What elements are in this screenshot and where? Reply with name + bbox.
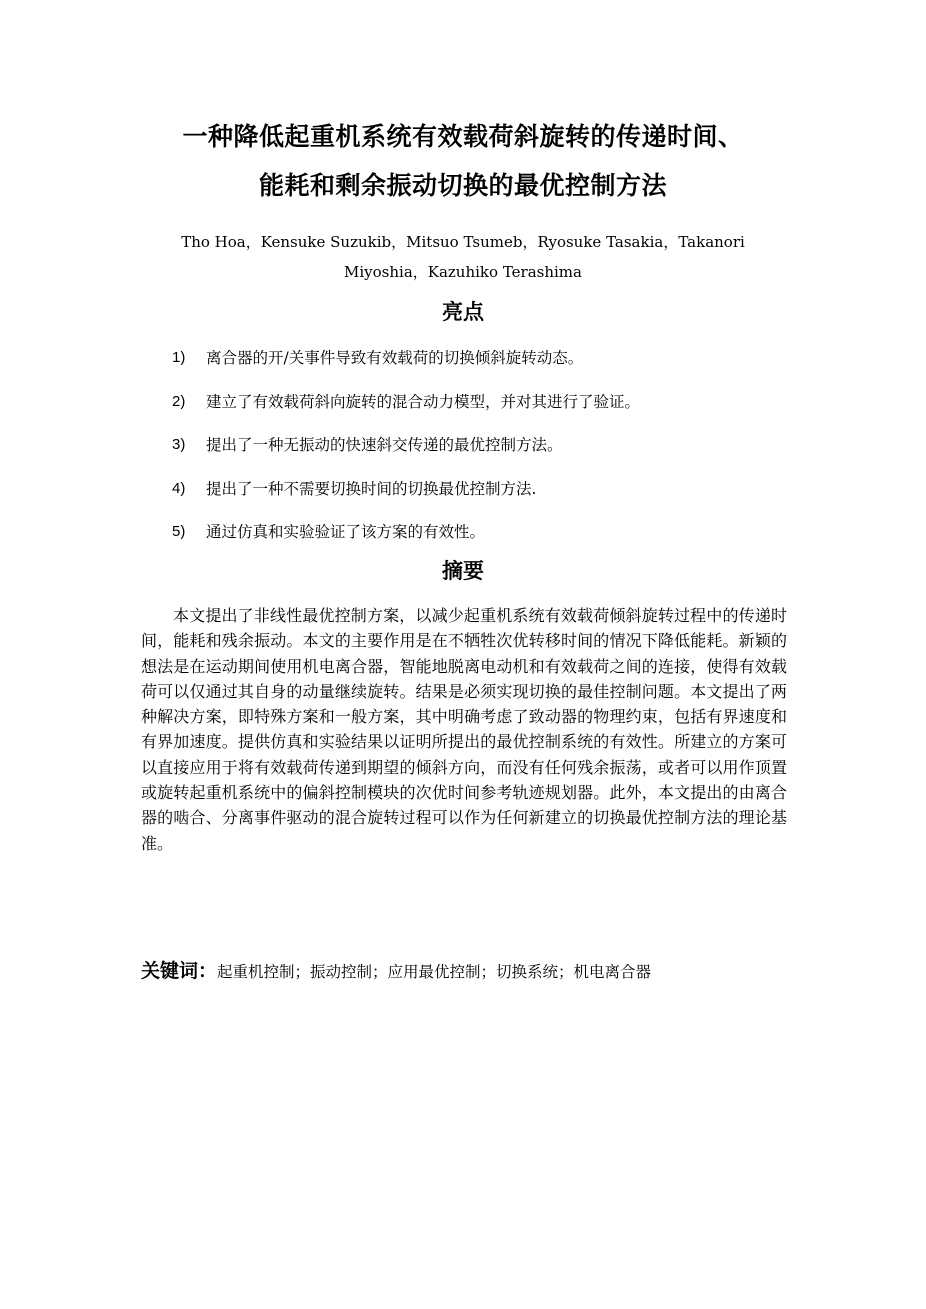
highlight-item — [172, 520, 792, 544]
author-list-line-1: Tho Hoa，Kensuke Suzukib，Mitsuo Tsumeb，Ryosuke Tasakia，Takanori — [181, 233, 745, 251]
highlight-text: 提出了一种不需要切换时间的切换最优控制方法. — [206, 480, 537, 498]
highlight-item — [172, 433, 792, 457]
highlight-number: 2) — [172, 393, 186, 410]
highlight-text: 通过仿真和实验验证了该方案的有效性。 — [206, 523, 486, 541]
highlight-text: 提出了一种无振动的快速斜交传递的最优控制方法。 — [206, 436, 563, 454]
highlights-heading: 亮点 — [442, 300, 484, 324]
highlight-item — [172, 477, 792, 501]
highlight-number: 3) — [172, 436, 186, 453]
highlight-number: 4) — [172, 480, 186, 497]
keywords-line — [141, 956, 821, 987]
keywords-text: 起重机控制；振动控制；应用最优控制；切换系统；机电离合器 — [217, 963, 652, 981]
author-list-line-2: Miyoshia，Kazuhiko Terashima — [344, 263, 582, 281]
highlight-text: 建立了有效载荷斜向旋转的混合动力模型，并对其进行了验证。 — [206, 393, 641, 411]
highlight-number: 1) — [172, 349, 186, 366]
abstract-heading: 摘要 — [442, 559, 484, 583]
highlight-item — [172, 346, 792, 370]
paper-title-line-1: 一种降低起重机系统有效载荷斜旋转的传递时间、 — [182, 122, 744, 151]
highlight-item — [172, 390, 792, 414]
paper-title-line-2: 能耗和剩余振动切换的最优控制方法 — [258, 171, 667, 200]
abstract-body: 本文提出了非线性最优控制方案，以减少起重机系统有效载荷倾斜旋转过程中的传递时间，能耗和残余振动。本文的主要作用是在不牺牲次优转移时间的情况下降低能耗。新颖的想法是在运动期间使用机电离合器，智能地脱离电动机和有效载荷之间的连接，使得有效载荷可以仅通过其自身的动量继续旋转。结果是必须实现切换的最佳控制问题。本文提出了两种解决方案，即特殊方案和一般方案，其中明确考虑了致动器的物理约束，包括有界速度和有界加速度。提供仿真和实验结果以证明所提出的最优控制系统的有效性。所建立的方案可以直接应用于将有效载荷传递到期望的倾斜方向，而没有任何残余振荡，或者可以用作顶置或旋转起重机系统中的偏斜控制模块的次优时间参考轨迹规划器。此外，本文提出的由离合器的啮合、分离事件驱动的混合旋转过程可以作为任何新建立的切换最优控制方法的理论基准。 — [141, 606, 787, 853]
keywords-label: 关键词： — [141, 960, 218, 982]
highlight-number: 5) — [172, 523, 186, 540]
highlight-text: 离合器的开/关事件导致有效载荷的切换倾斜旋转动态。 — [206, 349, 584, 367]
